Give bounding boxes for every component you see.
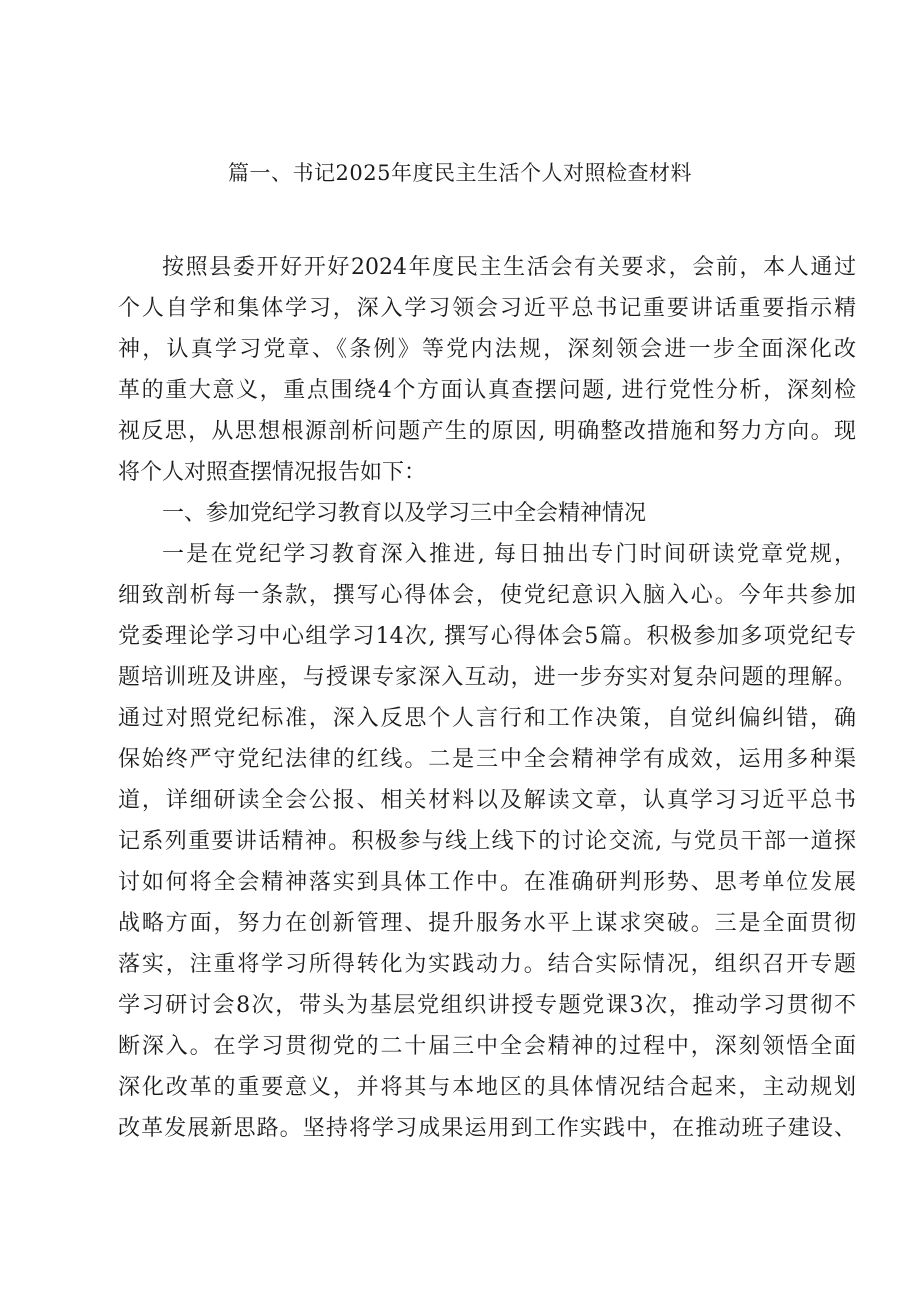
document-body bbox=[118, 247, 856, 1149]
paragraph-1-line: 将个人对照查摆情况报告如下： bbox=[118, 460, 427, 485]
paragraph-2-line: 道，详细研读全会公报、相关材料以及解读文章，认真学习习近平总书 bbox=[118, 788, 856, 813]
paragraph-2-line: 落实，注重将学习所得转化为实践动力。结合实际情况，组织召开专题 bbox=[118, 952, 856, 977]
document-title: 篇一、书记2025年度民主生活个人对照检查材料 bbox=[228, 161, 692, 185]
paragraph-2-line: 改革发展新思路。坚持将学习成果运用到工作实践中，在推动班子建设、 bbox=[118, 1116, 856, 1141]
paragraph-1-line: 按照县委开好开好2024年度民主生活会有关要求，会前，本人通过 bbox=[162, 255, 856, 280]
paragraph-2-line: 讨如何将全会精神落实到具体工作中。在准确研判形势、思考单位发展 bbox=[118, 870, 856, 895]
paragraph-2-line: 深化改革的重要意义，并将其与本地区的具体情况结合起来，主动规划 bbox=[118, 1075, 856, 1100]
paragraph-2-line: 记系列重要讲话精神。积极参与线上线下的讨论交流, 与党员干部一道探 bbox=[118, 829, 856, 854]
paragraph-2-line: 战略方面，努力在创新管理、提升服务水平上谋求突破。三是全面贯彻 bbox=[118, 911, 856, 936]
paragraph-2-line: 保始终严守党纪法律的红线。二是三中全会精神学有成效，运用多种渠 bbox=[118, 747, 856, 772]
paragraph-2-line: 细致剖析每一条款，撰写心得体会，使党纪意识入脑入心。今年共参加 bbox=[118, 583, 856, 608]
section-1-heading: 一、参加党纪学习教育以及学习三中全会精神情况 bbox=[162, 501, 647, 526]
paragraph-2-line: 党委理论学习中心组学习14次, 撰写心得体会5篇。积极参加多项党纪专 bbox=[118, 624, 856, 649]
paragraph-2-line: 学习研讨会8次，带头为基层党组织讲授专题党课3次，推动学习贯彻不 bbox=[118, 993, 856, 1018]
paragraph-1-line: 个人自学和集体学习，深入学习领会习近平总书记重要讲话重要指示精 bbox=[118, 296, 856, 321]
paragraph-2-line: 一是在党纪学习教育深入推进, 每日抽出专门时间研读党章党规， bbox=[162, 542, 856, 567]
paragraph-2-line: 通过对照党纪标准，深入反思个人言行和工作决策，自觉纠偏纠错，确 bbox=[118, 706, 856, 731]
paragraph-1-line: 神，认真学习党章、《条例》等党内法规，深刻领会进一步全面深化改 bbox=[118, 337, 856, 362]
paragraph-1-line: 视反思，从思想根源剖析问题产生的原因, 明确整改措施和努力方向。现 bbox=[118, 419, 856, 444]
paragraph-2-line: 断深入。在学习贯彻党的二十届三中全会精神的过程中，深刻领悟全面 bbox=[118, 1034, 856, 1059]
paragraph-2-line: 题培训班及讲座，与授课专家深入互动，进一步夯实对复杂问题的理解。 bbox=[118, 665, 856, 690]
paragraph-1-line: 革的重大意义，重点围绕4个方面认真查摆问题, 进行党性分析，深刻检 bbox=[118, 378, 856, 403]
